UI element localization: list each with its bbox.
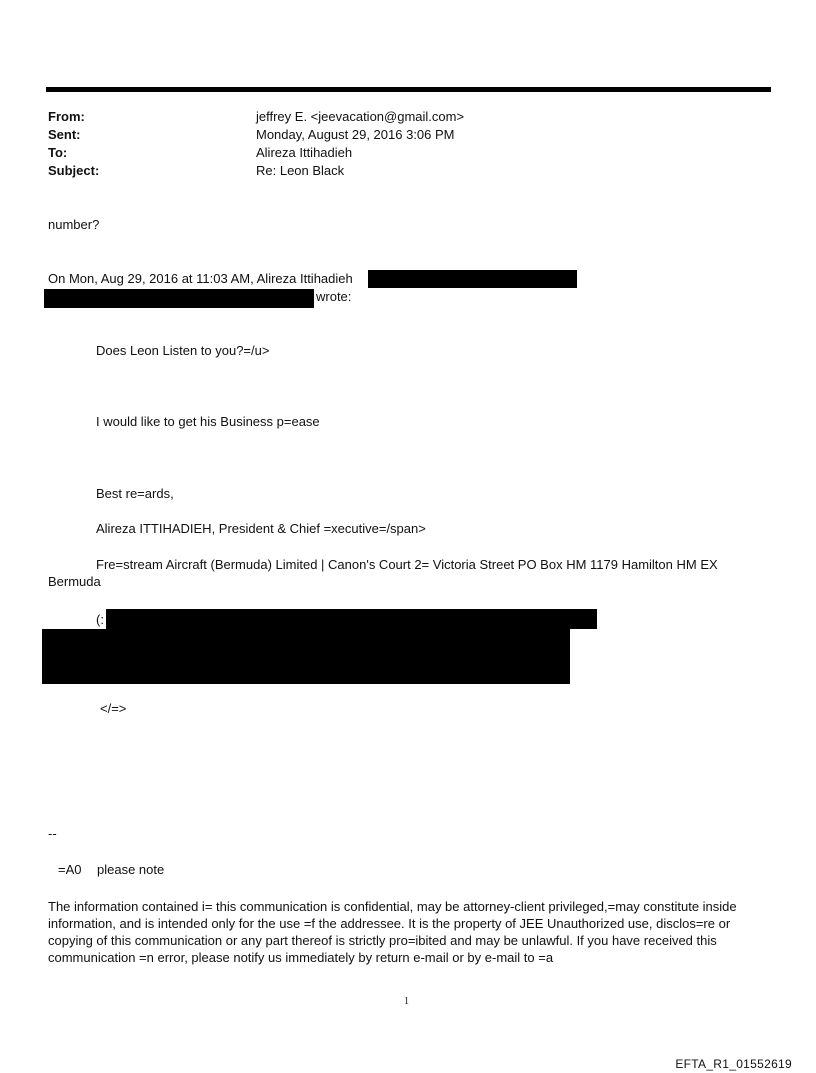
page-number: 1: [404, 996, 409, 1007]
disclaimer-text: The information contained i= this communication is confidential, may be attorney-client privileged,=may constitute inside information, and is intended only for the use =f the addressee. It is the property of JEE Unauthorized use, disclos=re or copying of this communication or any part thereof is strictly pro=ibited and may be unlawful. If you have received this communication =n error, please notify us immediately by return e-mail or by e-mail to =a: [48, 899, 737, 965]
redaction-email: [368, 270, 577, 288]
quoted-line-3: Best re=ards,: [96, 486, 174, 501]
quoted-line-1: Does Leon Listen to you?=/u>: [96, 343, 270, 358]
to-label: To:: [48, 145, 68, 160]
sent-value: Monday, August 29, 2016 3:06 PM: [256, 127, 455, 142]
signature-separator: --: [48, 826, 57, 841]
header-rule: [46, 87, 771, 92]
redaction-contact-1: [106, 609, 597, 629]
quoted-line-7: </=>: [100, 701, 127, 716]
quoted-phone-prefix: (:: [96, 612, 104, 627]
subject-value: Re: Leon Black: [256, 163, 345, 178]
quoted-company-line: Fre=stream Aircraft (Bermuda) Limited | Canon's Court 2= Victoria Street PO Box HM 1179 Hamilton HM EX: [96, 557, 718, 572]
to-value: Alireza Ittihadieh: [256, 145, 353, 160]
subject-label: Subject:: [48, 163, 100, 178]
quoted-line-2: I would like to get his Business p=ease: [96, 414, 320, 429]
quote-wrote: wrote:: [316, 289, 352, 304]
quote-intro: On Mon, Aug 29, 2016 at 11:03 AM, Alireza Ittihadieh: [48, 271, 353, 286]
redaction-contact-2: [42, 629, 570, 684]
from-value: jeffrey E. <jeevacation@gmail.com>: [256, 109, 465, 124]
note-prefix: =A0: [58, 862, 82, 877]
quoted-company-line-2: Bermuda: [48, 574, 101, 589]
sent-label: Sent:: [48, 127, 81, 142]
reply-text: number?: [48, 217, 100, 232]
from-label: From:: [48, 109, 85, 124]
note-label: please note: [97, 862, 165, 877]
quoted-signature-name: Alireza ITTIHADIEH, President & Chief =xecutive=/span>: [96, 521, 426, 536]
redaction-email-cont: [44, 289, 314, 308]
bates-number: EFTA_R1_01552619: [675, 1057, 792, 1071]
